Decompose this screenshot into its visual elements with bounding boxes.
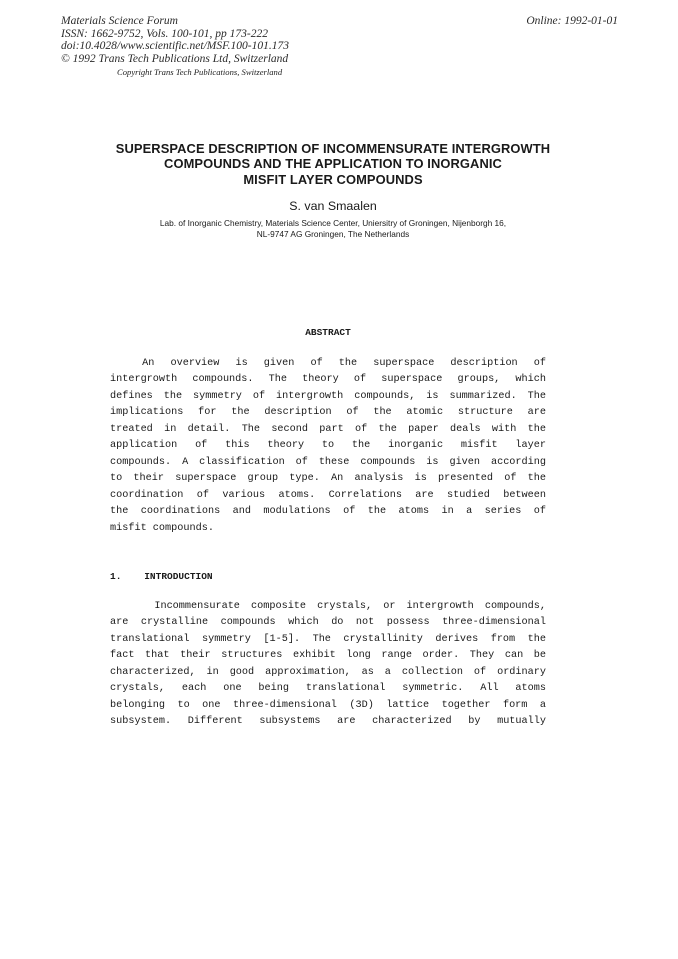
abstract-line: defines the symmetry of intergrowth compounds, is summarized. The xyxy=(110,390,546,402)
publisher-line: © 1992 Trans Tech Publications Ltd, Switzerland xyxy=(61,52,289,65)
publication-info xyxy=(61,15,289,65)
title-line: MISFIT LAYER COMPOUNDS xyxy=(243,171,423,187)
abstract-line: intergrowth compounds. The theory of superspace groups, which xyxy=(110,374,546,386)
title-line: SUPERSPACE DESCRIPTION OF INCOMMENSURATE INTERGROWTH xyxy=(115,141,551,156)
online-date: Online: 1992-01-01 xyxy=(526,15,618,27)
intro-line: belonging to one three-dimensional (3D) lattice together form a xyxy=(110,699,546,711)
section-number: 1. xyxy=(110,571,122,582)
doi-link[interactable]: doi:10.4028/www.scientific.net/MSF.100-101.173 xyxy=(61,40,289,53)
abstract-line: An overview is given of the superspace description of xyxy=(110,358,546,369)
abstract-body xyxy=(110,356,546,537)
abstract-line: implications for the description of the atomic structure are xyxy=(110,407,546,419)
abstract-heading: ABSTRACT xyxy=(305,327,351,338)
issn-line[interactable]: ISSN: 1662-9752, Vols. 100-101, pp 173-222 xyxy=(61,27,268,40)
journal-name: Materials Science Forum xyxy=(61,15,178,27)
intro-line: translational symmetry [1-5]. The crystallinity derives from the xyxy=(110,633,546,645)
abstract-line: coordination of various atoms. Correlations are studied between xyxy=(110,489,546,501)
affiliation-line: Lab. of Inorganic Chemistry, Materials Science Center, Uniersitry of Groningen, Nijenborgh 16, xyxy=(159,218,507,228)
intro-line: are crystalline compounds which do not possess three-dimensional xyxy=(110,617,546,629)
title-line: COMPOUNDS AND THE APPLICATION TO INORGANIC xyxy=(164,156,502,172)
affiliation xyxy=(100,218,566,240)
author-name: S. van Smaalen xyxy=(289,199,377,213)
abstract-line: the coordinations and modulations of the atoms in a series of xyxy=(110,506,546,518)
intro-line: characterized, in good approximation, as a collection of ordinary xyxy=(110,666,546,678)
abstract-line: misfit compounds. xyxy=(110,522,214,534)
section-title: INTRODUCTION xyxy=(144,571,213,582)
intro-line: crystals, each one being translational symmetric. All atoms xyxy=(110,683,546,695)
intro-line: fact that their structures exhibit long range order. They can be xyxy=(110,650,546,662)
copyright-notice: Copyright Trans Tech Publications, Switzerland xyxy=(117,67,283,77)
intro-line: Incommensurate composite crystals, or intergrowth compounds, xyxy=(110,601,546,612)
section-heading-introduction xyxy=(110,571,213,582)
abstract-line: treated in detail. The second part of the paper deals with the xyxy=(110,423,546,435)
abstract-line: application of this theory to the inorganic misfit layer xyxy=(110,440,546,452)
abstract-line: compounds. A classification of these compounds is given according xyxy=(110,456,546,468)
affiliation-line: NL-9747 AG Groningen, The Netherlands xyxy=(256,229,410,239)
paper-title xyxy=(100,141,566,187)
intro-line: subsystem. Different subsystems are characterized by mutually xyxy=(110,716,546,728)
abstract-line: to their superspace group type. An analysis is presented of the xyxy=(110,473,546,485)
introduction-body xyxy=(110,599,546,731)
